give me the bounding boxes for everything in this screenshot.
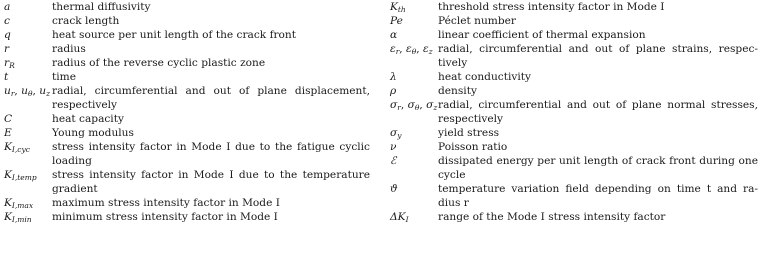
symbol: $K_{I,max}$: [4, 197, 34, 210]
symbol: $\sigma_r$, $\sigma_\theta$, $\sigma_z$: [390, 99, 438, 112]
symbol: $r_R$: [4, 57, 15, 70]
symbol: Pe: [390, 15, 403, 27]
description: Péclet number: [438, 15, 516, 27]
symbol: ℰ: [390, 155, 397, 167]
symbol: ϑ: [390, 183, 398, 195]
nomenclature-entry: [390, 154, 769, 182]
symbol: $K_{I,cyc}$: [4, 141, 30, 154]
nomenclature-entry: [390, 0, 769, 14]
nomenclature-entry: [4, 42, 390, 56]
description: temperature variation field depending on time t and ra-dius r: [438, 183, 758, 209]
symbol: a: [4, 1, 11, 13]
nomenclature-entry: [390, 210, 769, 224]
symbol: E: [4, 127, 12, 139]
nomenclature-entry: [4, 210, 390, 224]
symbol: $\sigma_y$: [390, 127, 402, 140]
symbol: r: [4, 43, 10, 55]
symbol: c: [4, 15, 10, 27]
symbol: ρ: [390, 85, 397, 97]
nomenclature-entry: [390, 126, 769, 140]
nomenclature-entry: [4, 84, 390, 112]
symbol: $\varepsilon_r$, $\varepsilon_\theta$, $\varepsilon_z$: [390, 43, 433, 56]
description: heat capacity: [52, 113, 124, 125]
nomenclature-entry: [4, 14, 390, 28]
symbol: C: [4, 113, 13, 125]
nomenclature-entry: [390, 28, 769, 42]
symbol: λ: [390, 71, 397, 83]
description: heat conductivity: [438, 71, 531, 83]
symbol: $\Delta K_I$: [390, 211, 409, 224]
nomenclature-entry: [390, 42, 769, 70]
symbol: $K_{I,min}$: [4, 211, 32, 224]
nomenclature-right-column: [390, 0, 769, 255]
description: radial, circumferential and out of plane normal stresses, respectively: [438, 99, 758, 125]
nomenclature-entry: [4, 28, 390, 42]
description: yield stress: [438, 127, 500, 139]
description: minimum stress intensity factor in Mode I: [52, 211, 278, 223]
description: radial, circumferential and out of plane strains, respec-tively: [438, 43, 758, 69]
description: thermal diffusivity: [52, 1, 151, 13]
nomenclature-entry: [390, 14, 769, 28]
description: radius: [52, 43, 86, 55]
description: Poisson ratio: [438, 141, 508, 153]
description: stress intensity factor in Mode I due to the fatigue cyclic loading: [52, 141, 370, 167]
symbol: ν: [390, 141, 397, 153]
description: heat source per unit length of the crack front: [52, 29, 297, 41]
description: linear coefficient of thermal expansion: [438, 29, 646, 41]
symbol: $K_{I,temp}$: [4, 169, 37, 182]
symbol: $u_r$, $u_\theta$, $u_z$: [4, 85, 51, 98]
nomenclature-entry: [390, 84, 769, 98]
description: time: [52, 71, 76, 83]
description: radius of the reverse cyclic plastic zone: [52, 57, 266, 69]
nomenclature-entry: [390, 70, 769, 84]
description: threshold stress intensity factor in Mode I: [438, 1, 665, 13]
nomenclature-entry: [4, 112, 390, 126]
nomenclature-entry: [4, 140, 390, 168]
nomenclature-entry: [390, 98, 769, 126]
description: dissipated energy per unit length of crack front during one cycle: [438, 155, 758, 181]
description: Young modulus: [52, 127, 134, 139]
nomenclature-entry: [390, 140, 769, 154]
nomenclature-entry: [4, 70, 390, 84]
nomenclature-entry: [4, 0, 390, 14]
nomenclature-entry: [4, 56, 390, 70]
symbol: t: [4, 71, 9, 83]
description: maximum stress intensity factor in Mode I: [52, 197, 280, 209]
description: radial, circumferential and out of plane displacement, respectively: [52, 85, 370, 111]
nomenclature-entry: [4, 196, 390, 210]
symbol: q: [4, 29, 11, 41]
symbol: α: [390, 29, 398, 41]
description: range of the Mode I stress intensity factor: [438, 211, 666, 223]
description: density: [438, 85, 477, 97]
nomenclature-entry: [4, 168, 390, 196]
description: stress intensity factor in Mode I due to the temperature gradient: [52, 169, 370, 195]
description: crack length: [52, 15, 120, 27]
nomenclature-entry: [390, 182, 769, 210]
symbol: $K_{th}$: [390, 1, 406, 14]
nomenclature-entry: [4, 126, 390, 140]
